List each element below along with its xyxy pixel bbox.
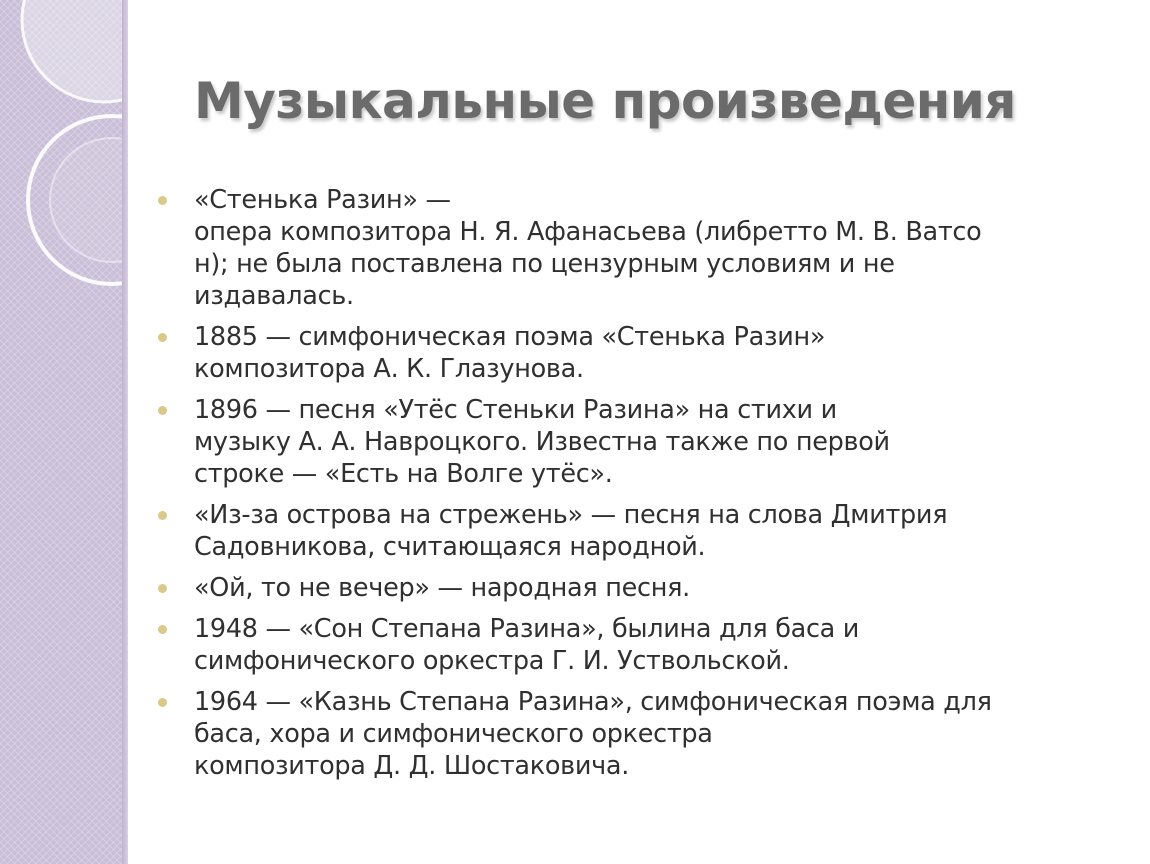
bullet-dot-icon — [158, 698, 167, 707]
bullet-text-line: «Ой, то не вечер» — народная песня. — [194, 573, 690, 603]
bullet-text-line: симфонического оркестра Г. И. Уствольской. — [194, 646, 790, 676]
bullet-text-line: н); не была поставлена по цензурным условиям и не — [194, 249, 895, 279]
bullet-item — [156, 321, 1101, 385]
bullet-text-line: строке — «Есть на Волге утёс». — [194, 459, 613, 489]
sidebar-edge — [122, 0, 128, 864]
bullet-item — [156, 394, 1101, 490]
slide-title: Музыкальные произведения — [194, 72, 1016, 130]
bullet-dot-icon — [158, 406, 167, 415]
bullet-text-line: 1896 — песня «Утёс Стеньки Разина» на стихи и — [194, 395, 837, 425]
bullet-text-line: баса, хора и симфонического оркестра — [194, 719, 713, 749]
bullet-text-line: 1948 — «Сон Степана Разина», былина для баса и — [194, 614, 860, 644]
bullet-text-line: композитора А. К. Глазунова. — [194, 354, 584, 384]
bullet-item — [156, 184, 1101, 312]
sidebar-circles-decoration — [0, 0, 128, 864]
bullet-list — [156, 184, 1101, 791]
bullet-dot-icon — [158, 584, 167, 593]
decorative-sidebar — [0, 0, 128, 864]
bullet-text-line: «Стенька Разин» — — [194, 185, 451, 215]
bullet-dot-icon — [158, 625, 167, 634]
bullet-text-line: 1964 — «Казнь Степана Разина», симфоническая поэма для — [194, 687, 992, 717]
bullet-text-line: музыку А. А. Навроцкого. Известна также по первой — [194, 427, 890, 457]
bullet-item — [156, 572, 1101, 604]
decor-circle-inner — [50, 138, 128, 262]
bullet-text-line: опера композитора Н. Я. Афанасьева (либретто М. В. Ватсо — [194, 217, 982, 247]
bullet-dot-icon — [158, 196, 167, 205]
bullet-item — [156, 613, 1101, 677]
bullet-text-line: 1885 — симфоническая поэма «Стенька Разин» — [194, 322, 826, 352]
decor-circle-large — [22, 0, 128, 102]
bullet-dot-icon — [158, 333, 167, 342]
bullet-text-line: «Из-за острова на стрежень» — песня на слова Дмитрия — [194, 500, 948, 530]
bullet-dot-icon — [158, 511, 167, 520]
bullet-text-line: композитора Д. Д. Шостаковича. — [194, 751, 630, 781]
bullet-text-line: издавалась. — [194, 281, 354, 311]
bullet-text-line: Садовникова, считающаяся народной. — [194, 532, 706, 562]
bullet-item — [156, 686, 1101, 782]
bullet-item — [156, 499, 1101, 563]
